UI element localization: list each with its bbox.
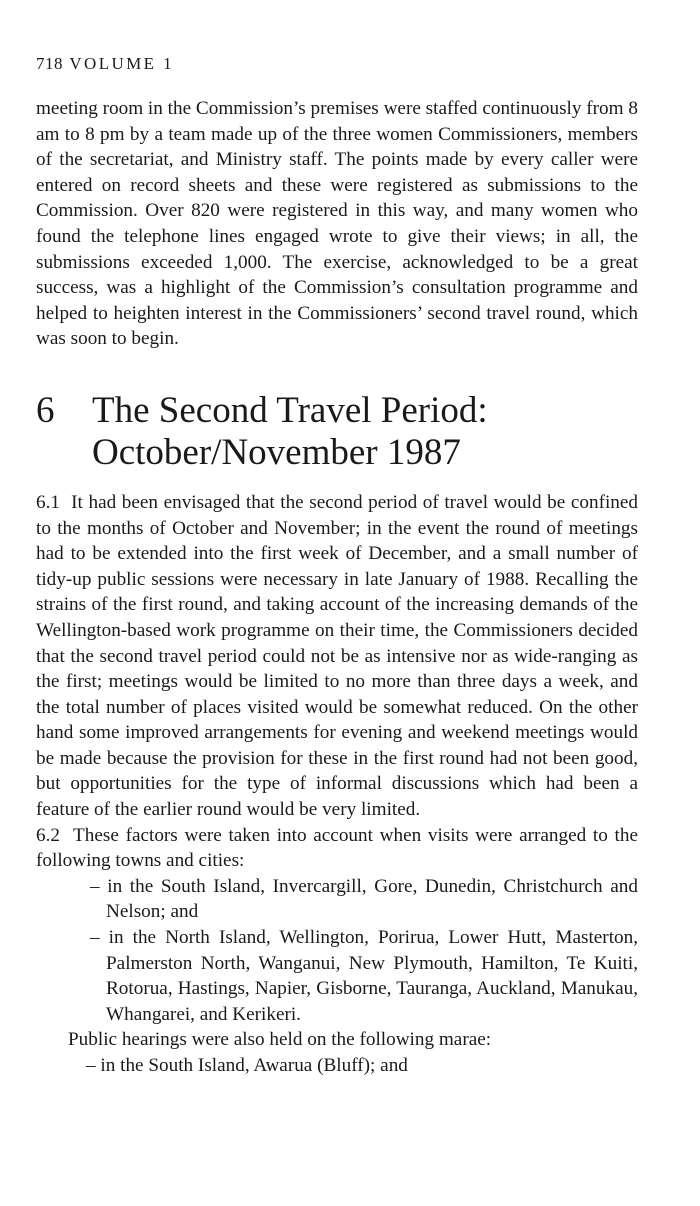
towns-list (36, 874, 638, 1028)
running-head (36, 52, 638, 76)
paragraph-6-2 (36, 823, 638, 874)
opening-paragraph: meeting room in the Commission’s premises were staffed continuously from 8 am to 8 pm by a team made up of the three women Commissioners, members of the secretariat, and Ministry staff. The points made by every caller were entered on record sheets and these were registered as submissions to the Commission. Over 820 were registered in this way, and many women who found the telephone lines engaged wrote to give their views; in all, the submissions exceeded 1,000. The exercise, acknowledged to be a great success, was a highlight of the Commission’s consultation programme and helped to heighten interest in the Commissioners’ second travel round, which was soon to begin. (36, 98, 638, 350)
document-page (36, 52, 638, 1079)
paragraph-text: It had been envisaged that the second period of travel would be confined to the months of October and November; in the event the round of meetings had to be extended into the first week of December, and a small number of tidy-up public sessions were necessary in late January of 1988. Recalling the strains of the first round, and taking account of the increasing demands of the Wellington-based work programme on their time, the Commissioners decided that the second travel period could not be as intensive nor as wide-ranging as the first; meetings would be limited to no more than three days a week, and the total number of places visited would be somewhat reduced. On the other hand some improved arrangements for evening and weekend meetings would be made because the provision for these in the first round had not been good, but opportunities for the type of informal discussions which had been a feature of the earlier round would be very limited. (36, 491, 639, 821)
section-number: 6 (36, 389, 55, 431)
section-title (92, 390, 488, 474)
marae-intro: Public hearings were also held on the following marae: (68, 1029, 492, 1051)
marae-list (36, 1053, 638, 1079)
page-number: 718 (36, 54, 63, 73)
section-title-line-2: October/November 1987 (92, 431, 461, 473)
paragraph-6-1 (36, 490, 638, 823)
paragraph-number: 6.2 (36, 824, 60, 846)
list-item: – in the South Island, Awarua (Bluff); and (36, 1053, 638, 1079)
paragraph-text: These factors were taken into account when visits were arranged to the following towns and cities: (36, 824, 638, 872)
list-item: – in the North Island, Wellington, Porirua, Lower Hutt, Masterton, Palmerston North, Wanganui, New Plymouth, Hamilton, Te Kuiti, Rotorua, Hastings, Napier, Gisborne, Tauranga, Auckland, Manukau, Whangarei, and Kerikeri. (36, 925, 638, 1027)
paragraph-number: 6.1 (36, 491, 60, 513)
section-heading (36, 390, 638, 474)
section-title-line-1: The Second Travel Period: (92, 389, 488, 431)
volume-label: VOLUME 1 (69, 54, 175, 73)
list-item: – in the South Island, Invercargill, Gore, Dunedin, Christchurch and Nelson; and (36, 874, 638, 925)
